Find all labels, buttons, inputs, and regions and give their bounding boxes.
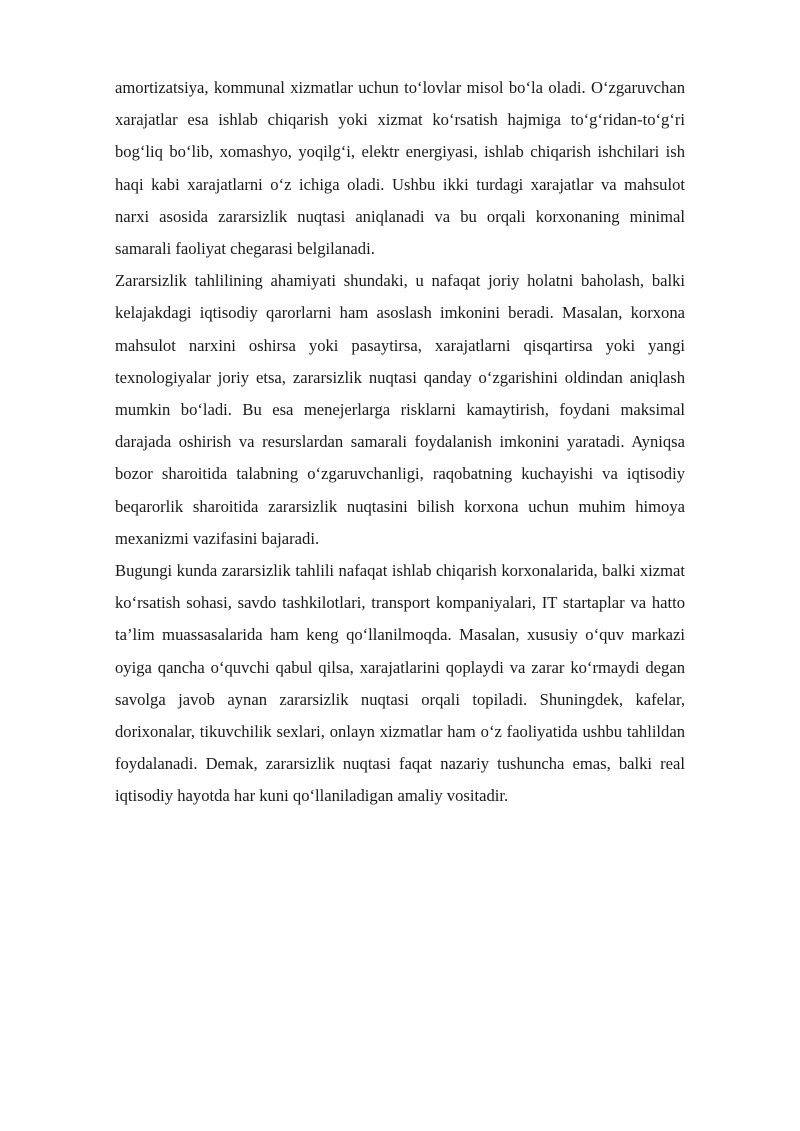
paragraph-3: Bugungi kunda zararsizlik tahlili nafaqat ishlab chiqarish korxonalarida, balki xizmat ko‘rsatish sohasi, savdo tashkilotlari, transport kompaniyalari, IT startaplar va hatto ta’lim muassasalarida ham keng qo‘llanilmoqda. Masalan, xususiy o‘quv markazi oyiga qancha o‘quvchi qabul qilsa, xarajatlarini qoplaydi va zarar ko‘rmaydi degan savolga javob aynan zararsizlik nuqtasi orqali topiladi. Shuningdek, kafelar, dorixonalar, tikuvchilik sexlari, onlayn xizmatlar ham o‘z faoliyatida ushbu tahlildan foydalanadi. Demak, zararsizlik nuqtasi faqat nazariy tushuncha emas, balki real iqtisodiy hayotda har kuni qo‘llaniladigan amaliy vositadir.	[115, 561, 685, 806]
document-page	[115, 72, 685, 813]
paragraph-2: Zararsizlik tahlilining ahamiyati shundaki, u nafaqat joriy holatni baholash, balki kelajakdagi iqtisodiy qarorlarni ham asoslash imkonini beradi. Masalan, korxona mahsulot narxini oshirsa yoki pasaytirsa, xarajatlarni qisqartirsa yoki yangi texnologiyalar joriy etsa, zararsizlik nuqtasi qanday o‘zgarishini oldindan aniqlash mumkin bo‘ladi. Bu esa menejerlarga risklarni kamaytirish, foydani maksimal darajada oshirish va resurslardan samarali foydalanish imkonini yaratadi. Ayniqsa bozor sharoitida talabning o‘zgaruvchanligi, raqobatning kuchayishi va iqtisodiy beqarorlik sharoitida zararsizlik nuqtasini bilish korxona uchun muhim himoya mexanizmi vazifasini bajaradi.	[115, 271, 685, 548]
paragraph-1: amortizatsiya, kommunal xizmatlar uchun to‘lovlar misol bo‘la oladi. O‘zgaruvchan xarajatlar esa ishlab chiqarish yoki xizmat ko‘rsatish hajmiga to‘g‘ridan-to‘g‘ri bog‘liq bo‘lib, xomashyo, yoqilg‘i, elektr energiyasi, ishlab chiqarish ishchilari ish haqi kabi xarajatlarni o‘z ichiga oladi. Ushbu ikki turdagi xarajatlar va mahsulot narxi asosida zararsizlik nuqtasi aniqlanadi va bu orqali korxonaning minimal samarali faoliyat chegarasi belgilanadi.	[115, 78, 685, 259]
